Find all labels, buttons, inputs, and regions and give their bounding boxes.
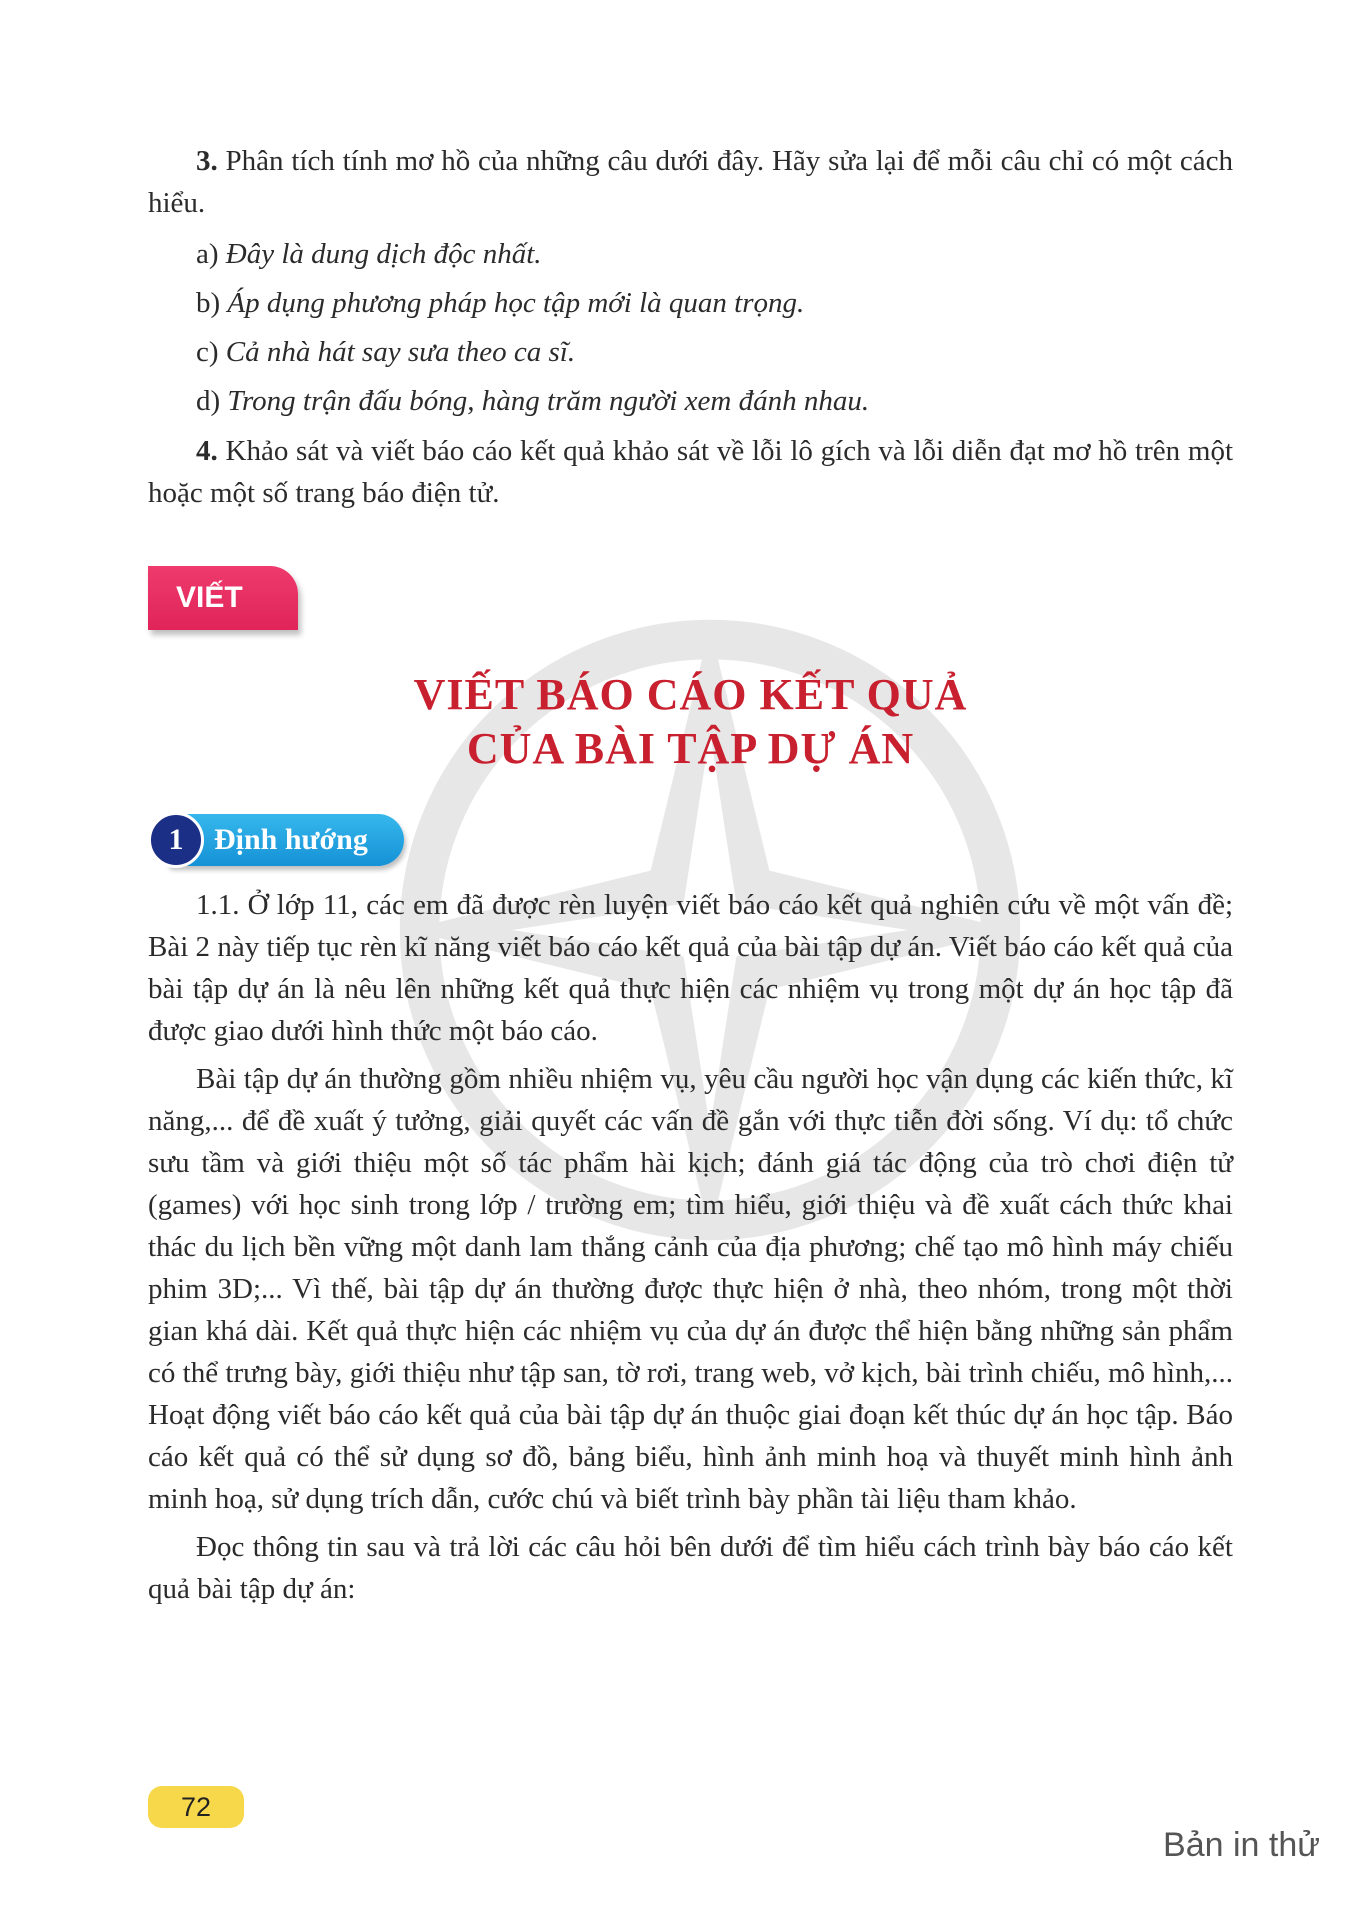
exercise-3 [148,140,1233,514]
proof-label: Bản in thử [1163,1826,1320,1864]
paragraph-1: 1.1. Ở lớp 11, các em đã được rèn luyện viết báo cáo kết quả nghiên cứu về một vấn đề; Bài 2 này tiếp tục rèn kĩ năng viết báo cáo kết quả của bài tập dự án. Viết báo cáo kết quả của bài tập dự án là nêu lên những kết quả thực hiện các nhiệm vụ trong một dự án học tập đã được giao dưới hình thức một báo cáo. [148,889,1233,1047]
exercise-3-item-a [148,230,1233,279]
page-number: 72 [148,1786,244,1828]
subsection-label: Định hướng [214,823,368,856]
item-label: d) [196,385,221,417]
subsection-number-badge: 1 [148,812,204,868]
item-sentence: Đây là dung dịch độc nhất. [225,238,542,270]
exercise-3-item-b [148,279,1233,328]
page-title [148,668,1233,776]
exercise-3-text: Phân tích tính mơ hồ của những câu dưới đây. Hãy sửa lại để mỗi câu chỉ có một cách hiểu. [148,145,1234,219]
title-line-1: VIẾT BÁO CÁO KẾT QUẢ [413,670,968,719]
item-sentence: Trong trận đấu bóng, hàng trăm người xem đánh nhau. [227,385,870,417]
paragraph-3: Đọc thông tin sau và trả lời các câu hỏi bên dưới để tìm hiểu cách trình bày báo cáo kết quả bài tập dự án: [148,1531,1233,1605]
exercise-3-item-d [148,377,1233,426]
body-text [148,884,1233,1610]
item-sentence: Áp dụng phương pháp học tập mới là quan trọng. [227,287,805,319]
exercise-4-number: 4. [196,435,218,467]
item-label: c) [196,336,219,368]
exercise-4 [148,430,1233,514]
item-label: b) [196,287,221,319]
subsection-heading [148,812,406,868]
paragraph-2: Bài tập dự án thường gồm nhiều nhiệm vụ, yêu cầu người học vận dụng các kiến thức, kĩ năng,... để đề xuất ý tưởng, giải quyết các vấn đề gắn với thực tiễn đời sống. Ví dụ: tổ chức sưu tầm và giới thiệu một số tác phẩm hài kịch; đánh giá tác động của trò chơi điện tử (games) với học sinh trong lớp / trường em; tìm hiểu, giới thiệu và đề xuất cách thức khai thác du lịch bền vững một danh lam thắng cảnh của địa phương; chế tạo mô hình máy chiếu phim 3D;... Vì thế, bài tập dự án thường được thực hiện ở nhà, theo nhóm, trong một thời gian khá dài. Kết quả thực hiện các nhiệm vụ của dự án được thể hiện bằng những sản phẩm có thể trưng bày, giới thiệu như tập san, tờ rơi, trang web, vở kịch, bài trình chiếu, mô hình,... Hoạt động viết báo cáo kết quả của bài tập dự án thuộc giai đoạn kết thúc dự án học tập. Báo cáo kết quả có thể sử dụng sơ đồ, bảng biểu, hình ảnh minh hoạ và thuyết minh hình ảnh minh hoạ, sử dụng trích dẫn, cước chú và biết trình bày phần tài liệu tham khảo. [148,1063,1233,1515]
item-label: a) [196,238,219,270]
item-sentence: Cả nhà hát say sưa theo ca sĩ. [225,336,576,368]
exercise-4-text: Khảo sát và viết báo cáo kết quả khảo sát về lỗi lô gích và lỗi diễn đạt mơ hồ trên một hoặc một số trang báo điện tử. [148,435,1234,509]
title-line-2: CỦA BÀI TẬP DỰ ÁN [466,724,915,773]
exercise-3-number: 3. [196,145,218,177]
exercise-3-item-c [148,328,1233,377]
section-tag-viet: VIẾT [148,566,298,630]
